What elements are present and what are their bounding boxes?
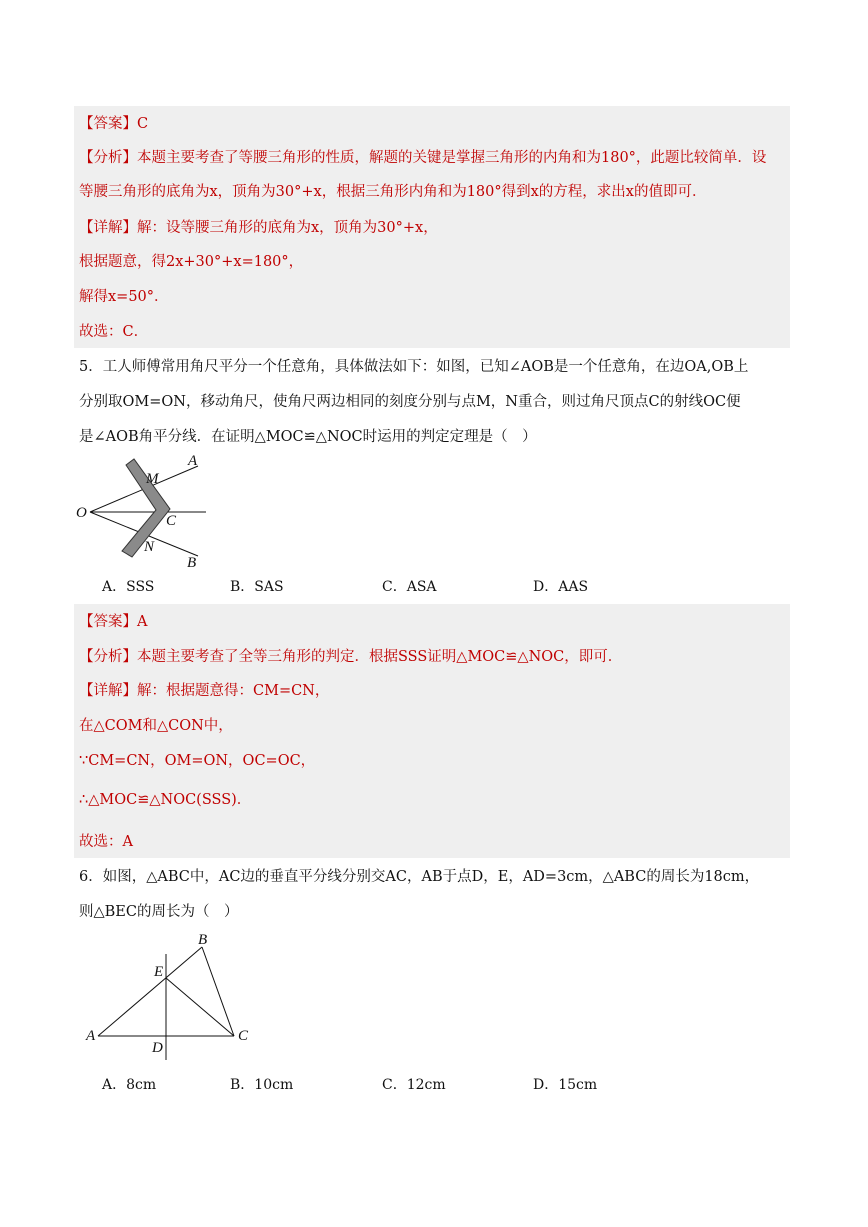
q5-option-c: C．ASA [382, 579, 437, 595]
label-c: C [166, 513, 177, 529]
triangle-abc-figure [82, 928, 262, 1068]
q6-stem-line-1: 6．如图，△ABC中，AC边的垂直平分线分别交AC，AB于点D，E，AD=3cm，△ABC的周长为18cm， [79, 869, 760, 885]
q5-stem-line-1: 5．工人师傅常用角尺平分一个任意角，具体做法如下：如图，已知∠AOB是一个任意角，在边OA,OB上 [79, 359, 749, 375]
q6-option-b: B．10cm [230, 1077, 294, 1093]
label-b: B [187, 555, 197, 571]
q5-detail-line-3: ∵CM=CN，OM=ON，OC=OC， [79, 753, 316, 769]
label-d: D [152, 1040, 163, 1056]
q5-answer: 【答案】A [79, 614, 148, 630]
q5-option-b: B．SAS [230, 579, 284, 595]
label-c: C [238, 1028, 249, 1044]
side-ab [98, 947, 202, 1036]
q4-detail-line-3: 解得x=50°． [79, 289, 169, 305]
q5-detail-line-1: 【详解】解：根据题意得：CM=CN， [79, 683, 330, 699]
label-a: A [188, 453, 198, 469]
q4-detail-line-1: 【详解】解：设等腰三角形的底角为x，顶角为30°+x， [79, 220, 438, 236]
q6-option-a: A．8cm [102, 1077, 157, 1093]
q5-stem-line-3: 是∠AOB角平分线．在证明△MOC≌△NOC时运用的判定定理是（ ） [79, 429, 537, 445]
q6-stem-line-2: 则△BEC的周长为（ ） [79, 904, 239, 920]
q6-option-c: C．12cm [382, 1077, 446, 1093]
q5-detail-line-4: ∴△MOC≌△NOC(SSS)． [79, 792, 252, 808]
q4-answer: 【答案】C [79, 116, 149, 132]
q4-analysis-line-2: 等腰三角形的底角为x，顶角为30°+x，根据三角形内角和为180°得到x的方程，求出x的值即可． [79, 184, 707, 200]
q6-option-d: D．15cm [533, 1077, 598, 1093]
label-o: O [76, 505, 87, 521]
q5-detail-line-2: 在△COM和△CON中， [79, 718, 233, 734]
q4-analysis-line-1: 【分析】本题主要考查了等腰三角形的性质，解题的关键是掌握三角形的内角和为180°，此题比较简单．设 [79, 150, 767, 166]
label-n: N [144, 539, 155, 555]
label-b: B [198, 932, 208, 948]
q5-choice: 故选：A [79, 834, 133, 850]
label-m: M [146, 471, 159, 487]
label-e: E [154, 964, 164, 980]
label-a: A [86, 1028, 96, 1044]
q5-analysis: 【分析】本题主要考查了全等三角形的判定．根据SSS证明△MOC≌△NOC，即可． [79, 649, 623, 665]
q5-option-d: D．AAS [533, 579, 589, 595]
angle-bisector-figure [74, 453, 214, 573]
q5-option-a: A．SSS [102, 579, 155, 595]
q5-stem-line-2: 分别取OM=ON，移动角尺，使角尺两边相同的刻度分别与点M，N重合，则过角尺顶点C的射线OC便 [79, 394, 741, 410]
q4-choice: 故选：C． [79, 324, 149, 340]
q4-detail-line-2: 根据题意，得2x+30°+x=180°， [79, 254, 304, 270]
